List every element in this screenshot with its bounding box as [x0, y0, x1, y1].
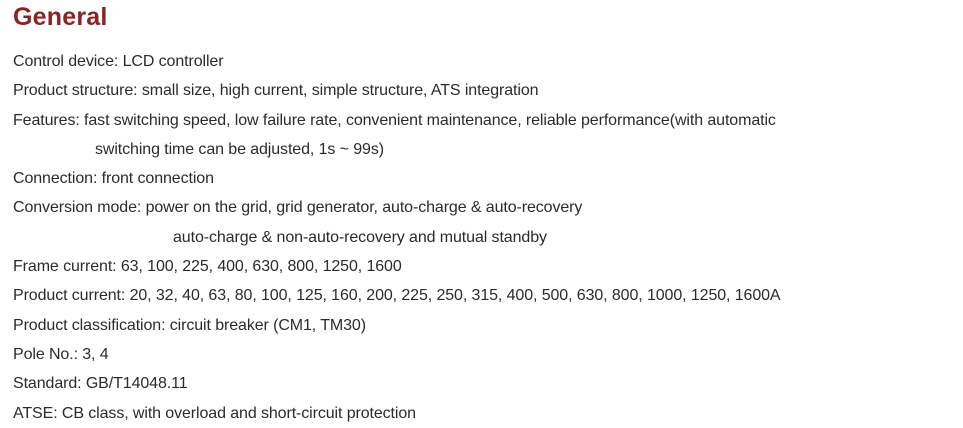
spec-product-current: Product current: 20, 32, 40, 63, 80, 100, 125, 160, 200, 225, 250, 315, 400, 500, 630, 800, 1000, 1250, 1600A — [13, 287, 781, 305]
spec-control-device: Control device: LCD controller — [13, 53, 224, 70]
spec-list — [13, 47, 958, 428]
section-title: General — [13, 3, 108, 31]
spec-atse: ATSE: CB class, with overload and short-circuit protection — [13, 404, 416, 422]
spec-features-continued: switching time can be adjusted, 1s ~ 99s) — [95, 140, 384, 158]
spec-connection: Connection: front connection — [13, 170, 214, 188]
spec-conversion-mode: Conversion mode: power on the grid, grid generator, auto-charge & auto-recovery — [13, 199, 583, 217]
spec-features: Features: fast switching speed, low failure rate, convenient maintenance, reliable performance(with automatic — [13, 111, 776, 129]
spec-standard: Standard: GB/T14048.11 — [13, 375, 188, 393]
spec-product-structure: Product structure: small size, high current, simple structure, ATS integration — [13, 82, 539, 100]
spec-product-classification: Product classification: circuit breaker (CM1, TM30) — [13, 316, 366, 334]
spec-pole-no: Pole No.: 3, 4 — [13, 345, 109, 363]
spec-conversion-mode-continued: auto-charge & non-auto-recovery and mutual standby — [173, 228, 547, 246]
spec-frame-current: Frame current: 63, 100, 225, 400, 630, 800, 1250, 1600 — [13, 258, 402, 276]
